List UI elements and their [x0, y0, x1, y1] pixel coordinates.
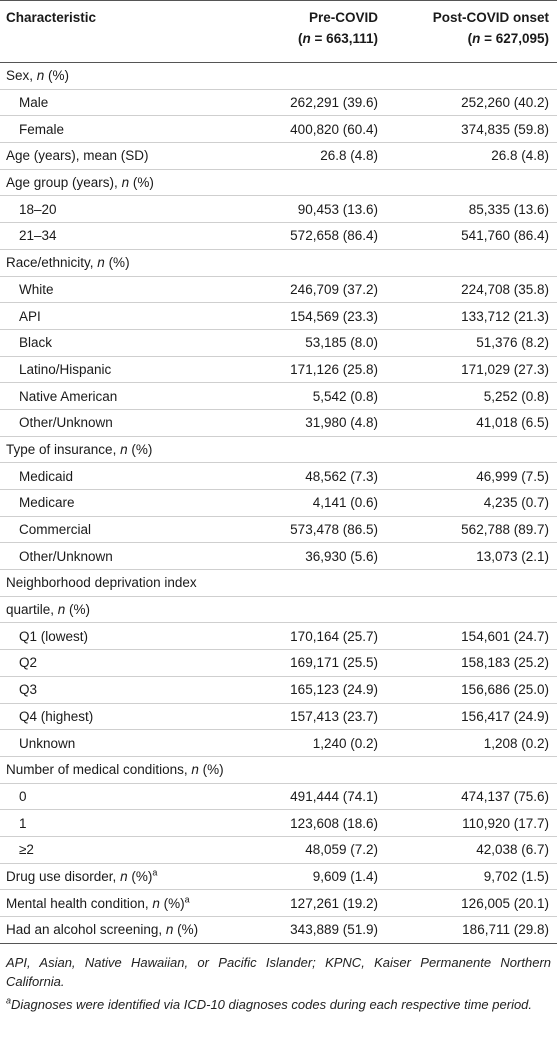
pre-covid-value: 246,709 (37.2) [235, 276, 390, 303]
row-label: quartile, n (%) [0, 596, 235, 623]
post-covid-value: 51,376 (8.2) [390, 329, 557, 356]
row-label: Neighborhood deprivation index [0, 570, 235, 597]
post-covid-value: 9,702 (1.5) [390, 863, 557, 890]
post-covid-value: 46,999 (7.5) [390, 463, 557, 490]
table-row [0, 863, 557, 890]
row-label: 0 [0, 783, 235, 810]
pre-covid-value: 157,413 (23.7) [235, 703, 390, 730]
post-covid-value [390, 756, 557, 783]
header-pre-covid: Pre-COVID (n = 663,111) [235, 1, 390, 63]
pre-covid-value [235, 169, 390, 196]
pre-covid-value [235, 596, 390, 623]
pre-covid-value: 9,609 (1.4) [235, 863, 390, 890]
row-label: Other/Unknown [0, 409, 235, 436]
footnote-abbreviations: API, Asian, Native Hawaiian, or Pacific Islander; KPNC, Kaiser Permanente Northern California. [6, 954, 551, 989]
table-row [0, 223, 557, 250]
pre-covid-value [235, 249, 390, 276]
row-label: Q4 (highest) [0, 703, 235, 730]
post-covid-value: 5,252 (0.8) [390, 383, 557, 410]
table-row [0, 196, 557, 223]
row-label: Unknown [0, 730, 235, 757]
header-post-covid-n: = 627,095) [480, 31, 549, 46]
post-covid-value: 133,712 (21.3) [390, 303, 557, 330]
post-covid-value: 26.8 (4.8) [390, 143, 557, 170]
row-label: Drug use disorder, n (%)$^a$ [0, 863, 235, 890]
header-pre-covid-n: = 663,111) [310, 31, 378, 46]
table-row [0, 249, 557, 276]
table-row [0, 383, 557, 410]
table-row [0, 810, 557, 837]
table-row [0, 303, 557, 330]
row-label: Number of medical conditions, n (%) [0, 756, 235, 783]
row-label: 18–20 [0, 196, 235, 223]
pre-covid-value: 1,240 (0.2) [235, 730, 390, 757]
row-label: Female [0, 116, 235, 143]
row-label: 21–34 [0, 223, 235, 250]
pre-covid-value: 154,569 (23.3) [235, 303, 390, 330]
pre-covid-value: 165,123 (24.9) [235, 676, 390, 703]
pre-covid-value [235, 436, 390, 463]
pre-covid-value: 573,478 (86.5) [235, 516, 390, 543]
post-covid-value: 42,038 (6.7) [390, 836, 557, 863]
post-covid-value: 252,260 (40.2) [390, 89, 557, 116]
row-label: ≥2 [0, 836, 235, 863]
row-label: Q3 [0, 676, 235, 703]
pre-covid-value: 4,141 (0.6) [235, 490, 390, 517]
row-label: Medicaid [0, 463, 235, 490]
row-label: Other/Unknown [0, 543, 235, 570]
row-label: Type of insurance, n (%) [0, 436, 235, 463]
row-label: Age group (years), n (%) [0, 169, 235, 196]
table-row [0, 169, 557, 196]
pre-covid-value: 48,562 (7.3) [235, 463, 390, 490]
post-covid-value: 186,711 (29.8) [390, 917, 557, 944]
table-row [0, 63, 557, 90]
post-covid-value: 154,601 (24.7) [390, 623, 557, 650]
table-row [0, 409, 557, 436]
table-row [0, 836, 557, 863]
row-label: 1 [0, 810, 235, 837]
table-row [0, 329, 557, 356]
post-covid-value: 85,335 (13.6) [390, 196, 557, 223]
table-row [0, 490, 557, 517]
pre-covid-value: 491,444 (74.1) [235, 783, 390, 810]
pre-covid-value: 400,820 (60.4) [235, 116, 390, 143]
post-covid-value [390, 596, 557, 623]
post-covid-value: 1,208 (0.2) [390, 730, 557, 757]
post-covid-value: 541,760 (86.4) [390, 223, 557, 250]
table-row [0, 676, 557, 703]
row-label: Sex, n (%) [0, 63, 235, 90]
table-row [0, 783, 557, 810]
row-label: API [0, 303, 235, 330]
row-label: Native American [0, 383, 235, 410]
pre-covid-value: 31,980 (4.8) [235, 409, 390, 436]
table-header [0, 1, 557, 63]
pre-covid-value: 36,930 (5.6) [235, 543, 390, 570]
pre-covid-value: 572,658 (86.4) [235, 223, 390, 250]
pre-covid-value: 5,542 (0.8) [235, 383, 390, 410]
row-label: Black [0, 329, 235, 356]
post-covid-value: 474,137 (75.6) [390, 783, 557, 810]
post-covid-value: 156,686 (25.0) [390, 676, 557, 703]
table-row [0, 596, 557, 623]
pre-covid-value: 170,164 (25.7) [235, 623, 390, 650]
row-label: Q2 [0, 650, 235, 677]
table-row [0, 463, 557, 490]
header-post-covid-title: Post-COVID onset [432, 10, 549, 25]
row-label: Latino/Hispanic [0, 356, 235, 383]
table-row [0, 116, 557, 143]
table-row [0, 917, 557, 944]
table-body [0, 63, 557, 944]
pre-covid-value: 262,291 (39.6) [235, 89, 390, 116]
post-covid-value: 13,073 (2.1) [390, 543, 557, 570]
table-row [0, 436, 557, 463]
post-covid-value [390, 570, 557, 597]
table-row [0, 890, 557, 917]
post-covid-value: 4,235 (0.7) [390, 490, 557, 517]
row-label: Age (years), mean (SD) [0, 143, 235, 170]
post-covid-value: 374,835 (59.8) [390, 116, 557, 143]
row-label: Medicare [0, 490, 235, 517]
table-footnotes [0, 944, 557, 1014]
table-row [0, 623, 557, 650]
post-covid-value [390, 63, 557, 90]
post-covid-value [390, 436, 557, 463]
row-label: Had an alcohol screening, n (%) [0, 917, 235, 944]
table-row [0, 516, 557, 543]
post-covid-value: 41,018 (6.5) [390, 409, 557, 436]
table-row [0, 143, 557, 170]
table-row [0, 543, 557, 570]
pre-covid-value: 48,059 (7.2) [235, 836, 390, 863]
pre-covid-value: 171,126 (25.8) [235, 356, 390, 383]
header-characteristic: Characteristic [0, 1, 235, 63]
post-covid-value [390, 249, 557, 276]
header-post-covid: Post-COVID onset (n = 627,095) [390, 1, 557, 63]
pre-covid-value: 343,889 (51.9) [235, 917, 390, 944]
post-covid-value: 224,708 (35.8) [390, 276, 557, 303]
pre-covid-value: 53,185 (8.0) [235, 329, 390, 356]
row-label: Male [0, 89, 235, 116]
row-label: White [0, 276, 235, 303]
pre-covid-value [235, 570, 390, 597]
footnote-a: $^a$Diagnoses were identified via ICD-10 diagnoses codes during each respective time period. [6, 995, 533, 1012]
pre-covid-value: 169,171 (25.5) [235, 650, 390, 677]
table-row [0, 730, 557, 757]
post-covid-value: 171,029 (27.3) [390, 356, 557, 383]
table-row [0, 570, 557, 597]
post-covid-value: 156,417 (24.9) [390, 703, 557, 730]
row-label: Q1 (lowest) [0, 623, 235, 650]
pre-covid-value [235, 756, 390, 783]
table-row [0, 356, 557, 383]
pre-covid-value [235, 63, 390, 90]
pre-covid-value: 26.8 (4.8) [235, 143, 390, 170]
table-row [0, 276, 557, 303]
post-covid-value: 110,920 (17.7) [390, 810, 557, 837]
post-covid-value: 158,183 (25.2) [390, 650, 557, 677]
table-row [0, 89, 557, 116]
pre-covid-value: 90,453 (13.6) [235, 196, 390, 223]
row-label: Commercial [0, 516, 235, 543]
table-row [0, 756, 557, 783]
pre-covid-value: 127,261 (19.2) [235, 890, 390, 917]
post-covid-value [390, 169, 557, 196]
post-covid-value: 562,788 (89.7) [390, 516, 557, 543]
row-label: Mental health condition, n (%)$^a$ [0, 890, 235, 917]
table-row [0, 703, 557, 730]
header-pre-covid-title: Pre-COVID [308, 10, 378, 25]
pre-covid-value: 123,608 (18.6) [235, 810, 390, 837]
row-label: Race/ethnicity, n (%) [0, 249, 235, 276]
table-row [0, 650, 557, 677]
post-covid-value: 126,005 (20.1) [390, 890, 557, 917]
